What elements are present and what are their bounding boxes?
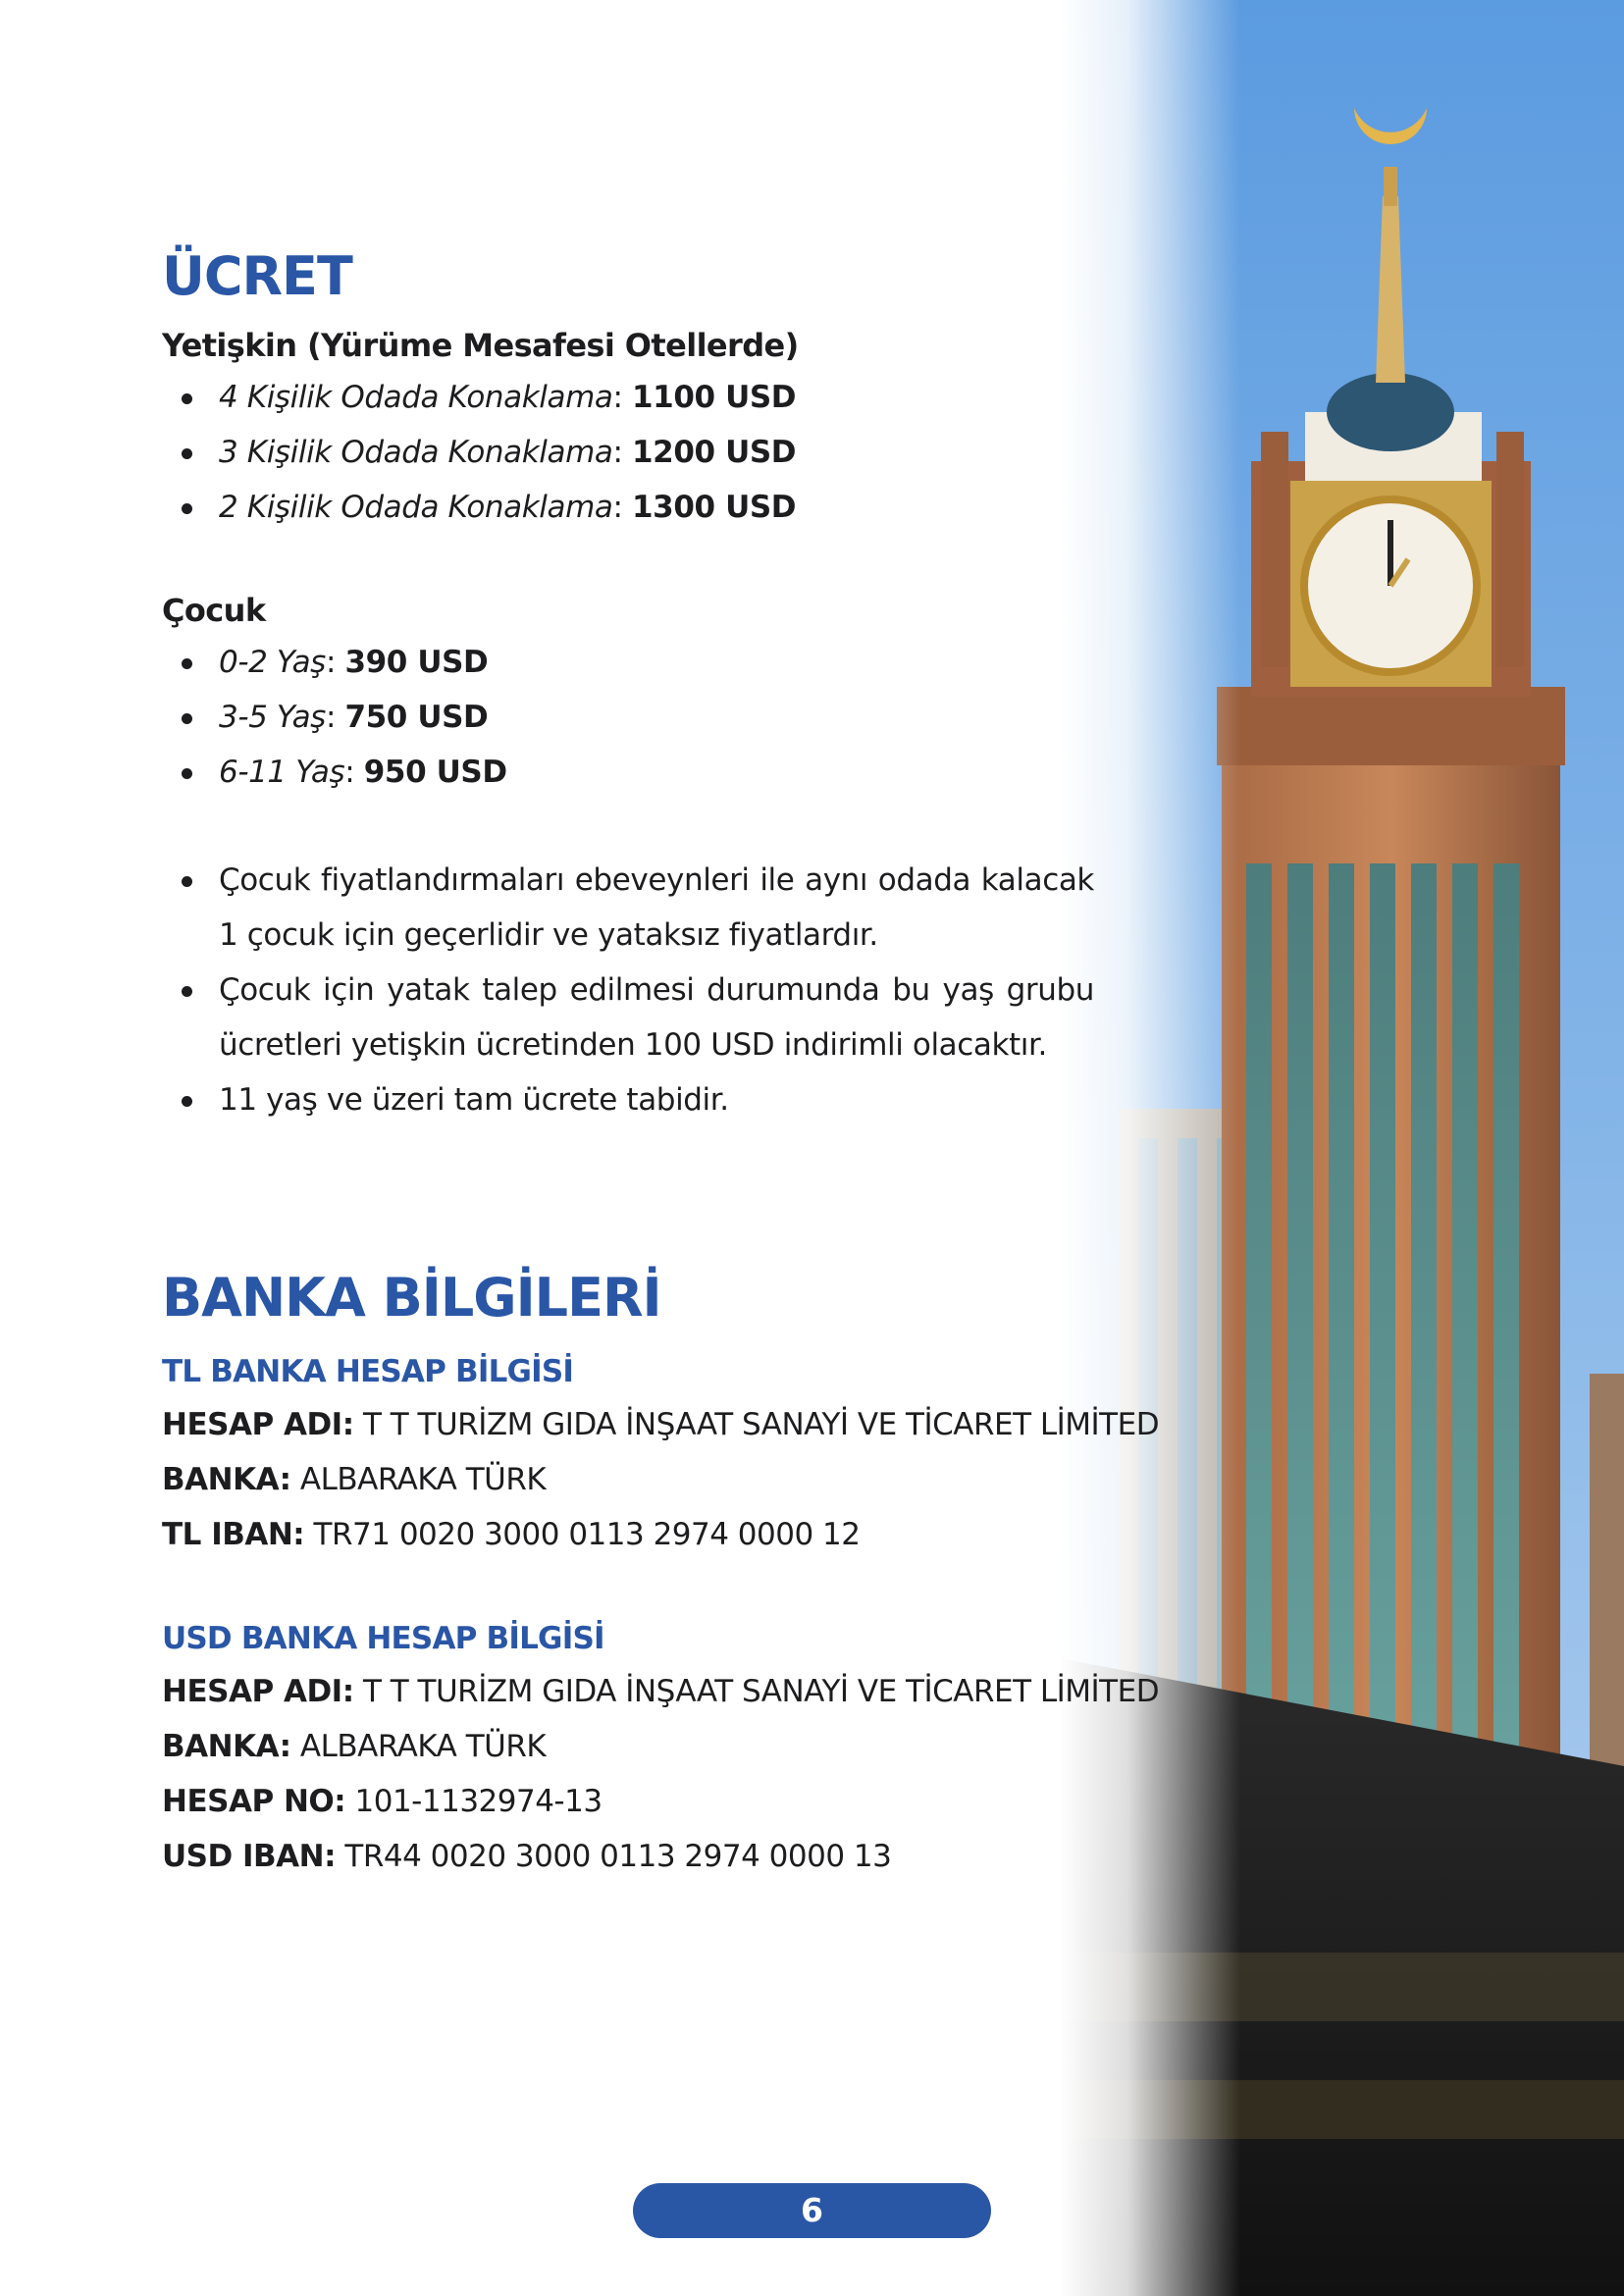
note-item: Çocuk fiyatlandırmaları ebeveynleri ile aynı odada kalacak 1 çocuk için geçerlidir ve yataksız fiyatlardır. — [162, 853, 1094, 963]
adult-heading: Yetişkin (Yürüme Mesafesi Otellerde) — [162, 327, 799, 364]
tl-hesap-adi: HESAP ADI: T T TURİZM GIDA İNŞAAT SANAYİ VE TİCARET LİMİTED — [162, 1407, 1160, 1442]
list-item: 3 Kişilik Odada Konaklama: 1200 USD — [162, 425, 1173, 480]
note-item: Çocuk için yatak talep edilmesi durumunda bu yaş grubu ücretleri yetişkin ücretinden 100 USD indirimli olacaktır. — [162, 963, 1094, 1072]
usd-account-info — [162, 1664, 1173, 1884]
list-item: 2 Kişilik Odada Konaklama: 1300 USD — [162, 480, 1173, 535]
list-item: 0-2 Yaş: 390 USD — [162, 635, 1173, 690]
page-content — [162, 245, 1173, 1884]
adult-price-list — [162, 370, 1173, 535]
note-item: 11 yaş ve üzeri tam ücrete tabidir. — [162, 1072, 1094, 1127]
child-notes-list — [162, 853, 1173, 1127]
usd-iban: USD IBAN: TR44 0020 3000 0113 2974 0000 13 — [162, 1839, 892, 1874]
tl-account-heading: TL BANKA HESAP BİLGİSİ — [162, 1354, 574, 1389]
tl-iban: TL IBAN: TR71 0020 3000 0113 2974 0000 12 — [162, 1517, 861, 1552]
page-number: 6 — [633, 2183, 991, 2238]
usd-hesap-no: HESAP NO: 101-1132974-13 — [162, 1784, 602, 1819]
child-price-list — [162, 635, 1173, 800]
list-item: 6-11 Yaş: 950 USD — [162, 745, 1173, 800]
usd-hesap-adi: HESAP ADI: T T TURİZM GIDA İNŞAAT SANAYİ VE TİCARET LİMİTED — [162, 1674, 1160, 1709]
banka-title: BANKA BİLGİLERİ — [162, 1267, 661, 1329]
tl-account-info — [162, 1397, 1173, 1562]
usd-account-heading: USD BANKA HESAP BİLGİSİ — [162, 1621, 604, 1656]
list-item: 4 Kişilik Odada Konaklama: 1100 USD — [162, 370, 1173, 425]
child-heading: Çocuk — [162, 592, 266, 629]
tl-banka: BANKA: ALBARAKA TÜRK — [162, 1462, 547, 1497]
ucret-title: ÜCRET — [162, 245, 352, 307]
usd-banka: BANKA: ALBARAKA TÜRK — [162, 1729, 547, 1764]
list-item: 3-5 Yaş: 750 USD — [162, 690, 1173, 745]
